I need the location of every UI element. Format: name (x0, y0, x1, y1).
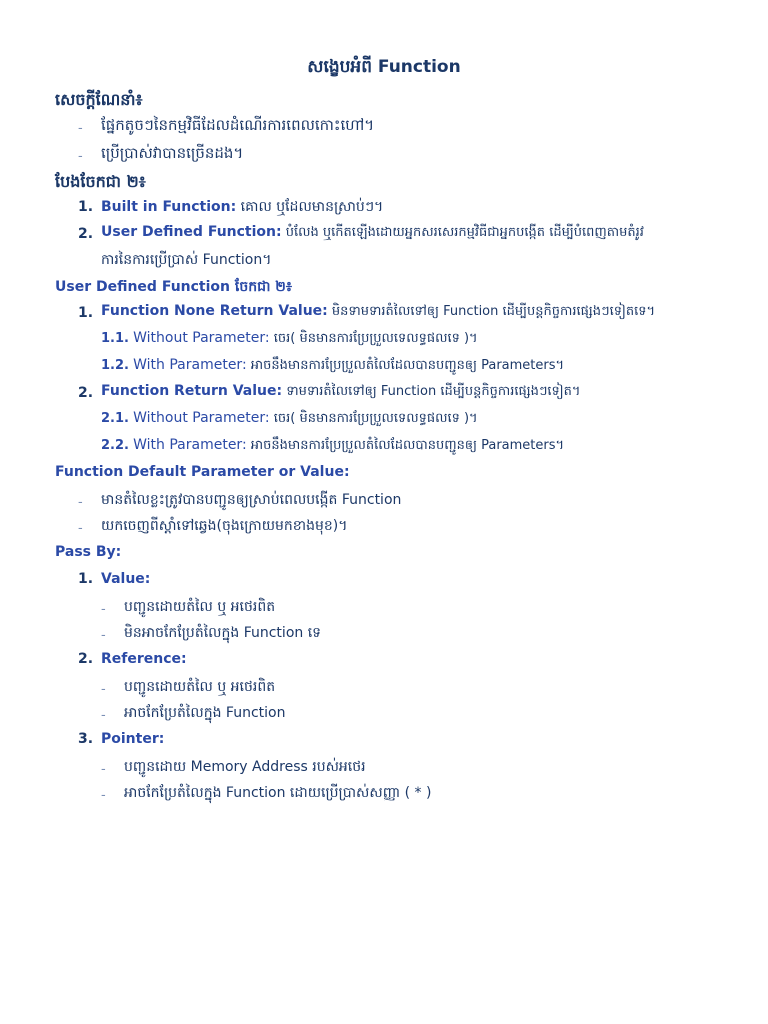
item-label: Function None Return Value: (101, 303, 328, 319)
sub-number: 1.2. (101, 358, 129, 373)
list-number: 2. (78, 226, 94, 242)
list-item (101, 197, 383, 218)
list-number: 2. (78, 651, 94, 667)
item-text: បំលែង ឬកើតឡើងដោយអ្នកសរសេរកម្មវិធីជាអ្នកបង្កើត ដើម្បីបំពេញតាមតំរូវ (285, 225, 644, 240)
bullet-dash: - (101, 682, 106, 697)
sub-label: With Parameter: (133, 437, 247, 453)
page-title: សង្ខេបអំពី Function (307, 57, 461, 77)
sub-text: ចេរ( មិនមានការប្រែប្រួលទេលទ្ធផលទេ )។ (273, 411, 478, 426)
bullet-dash: - (78, 495, 83, 510)
bullet-dash: - (101, 788, 106, 803)
types-heading: បែងចែកជា ២៖ (55, 172, 146, 191)
list-number: 3. (78, 731, 94, 747)
item-text-continued: ការនៃការប្រើប្រាស់ Function។ (101, 252, 272, 268)
sub-text: អាចនឹងមានការប្រែប្រួលតំលៃដែលបានបញ្ជូនឲ្យ Parameters។ (250, 358, 565, 373)
pass-by-bullet: បញ្ជូនដោយ Memory Address របស់អថេរ (124, 759, 366, 775)
sub-number: 2.1. (101, 411, 129, 426)
pass-by-pointer-label: Pointer: (101, 731, 165, 747)
item-text: មិនទាមទារតំលៃទៅឲ្យ Function ដើម្បីបន្តកិច្ចការផ្សេងៗទៀតទេ។ (331, 304, 656, 319)
sub-list-item (101, 437, 564, 456)
bullet-dash: - (78, 521, 83, 536)
list-number: 1. (78, 571, 94, 587)
sub-label: With Parameter: (133, 357, 247, 373)
item-label: Function Return Value: (101, 383, 283, 399)
list-item (101, 224, 644, 243)
sub-label: Without Parameter: (133, 410, 270, 426)
pass-by-reference-label: Reference: (101, 651, 187, 667)
intro-bullet-1: ផ្នែកតូចៗនៃកម្មវិធីដែលដំណើរការពេលកោះហៅ។ (101, 116, 375, 134)
pass-by-value-label: Value: (101, 571, 151, 587)
item-text: គោល ឬដែលមានស្រាប់ៗ។ (240, 199, 384, 215)
intro-heading: សេចក្ដីណែនាំ៖ (55, 90, 143, 109)
bullet-dash: - (78, 121, 83, 136)
bullet-dash: - (101, 708, 106, 723)
list-item (101, 303, 655, 322)
sub-text: អាចនឹងមានការប្រែប្រួលតំលៃដែលបានបញ្ជូនឲ្យ Parameters។ (250, 438, 565, 453)
list-number: 2. (78, 385, 94, 401)
list-number: 1. (78, 199, 94, 215)
intro-bullet-2: ប្រើប្រាស់វាបានច្រើនដង។ (101, 144, 244, 162)
default-param-bullet-1: មានតំលៃខ្លះត្រូវបានបញ្ជូនឲ្យស្រាប់ពេលបង្កើត Function (101, 492, 402, 508)
sub-label: Without Parameter: (133, 330, 270, 346)
pass-by-bullet: អាចកែប្រែតំលៃក្នុង Function ដោយប្រើប្រាស់សញ្ញា ( * ) (124, 785, 432, 801)
item-label: User Defined Function: (101, 224, 282, 240)
pass-by-bullet: មិនអាចកែប្រែតំលៃក្នុង Function ទេ (124, 625, 322, 641)
sub-number: 1.1. (101, 331, 129, 346)
list-number: 1. (78, 305, 94, 321)
pass-by-bullet: អាចកែប្រែតំលៃក្នុង Function (124, 705, 286, 721)
default-param-heading: Function Default Parameter or Value: (55, 464, 350, 480)
list-item (101, 383, 580, 402)
sub-list-item (101, 330, 478, 349)
bullet-dash: - (78, 149, 83, 164)
bullet-dash: - (101, 762, 106, 777)
sub-list-item (101, 410, 478, 429)
sub-text: ចេរ( មិនមានការប្រែប្រួលទេលទ្ធផលទេ )។ (273, 331, 478, 346)
item-label: Built in Function: (101, 199, 237, 215)
pass-by-heading: Pass By: (55, 544, 122, 560)
pass-by-bullet: បញ្ជូនដោយតំលៃ ឬ អថេរពិត (124, 679, 276, 695)
sub-number: 2.2. (101, 438, 129, 453)
pass-by-bullet: បញ្ជូនដោយតំលៃ ឬ អថេរពិត (124, 599, 276, 615)
bullet-dash: - (101, 628, 106, 643)
bullet-dash: - (101, 602, 106, 617)
default-param-bullet-2: យកចេញពីស្ដាំទៅឆ្វេង(ចុងក្រោយមកខាងមុខ)។ (101, 518, 348, 534)
item-text: ទាមទារតំលៃទៅឲ្យ Function ដើម្បីបន្តកិច្ចការផ្សេងៗទៀត។ (286, 384, 581, 399)
sub-list-item (101, 357, 564, 376)
user-defined-heading: User Defined Function ចែកជា ២៖ (55, 279, 293, 295)
